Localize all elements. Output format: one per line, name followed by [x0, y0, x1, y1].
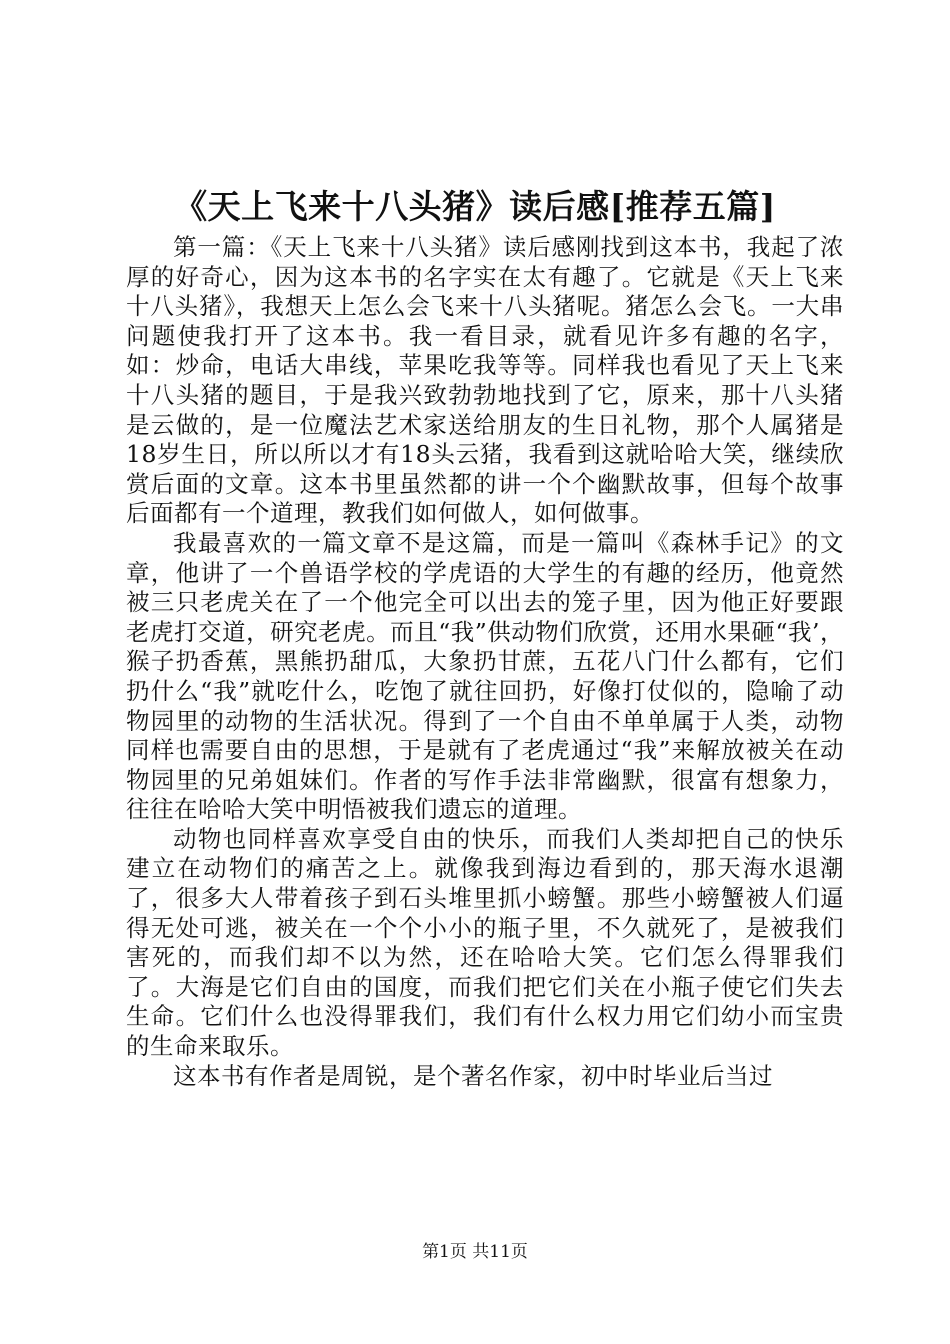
document-body [126, 233, 844, 1091]
paragraph-2: 我最喜欢的一篇文章不是这篇，而是一篇叫《森林手记》的文章，他讲了一个兽语学校的学虎语的大学生的有趣的经历，他竟然被三只老虎关在了一个他完全可以出去的笼子里，因为他正好要跟老虎打交道，研究老虎。而且“我”供动物们欣赏，还用水果砸“我’，猴子扔香蕉，黑熊扔甜瓜，大象扔甘蔗，五花八门什么都有，它们扔什么“我”就吃什么，吃饱了就往回扔，好像打仗似的，隐喻了动物园里的动物的生活状况。得到了一个自由不单单属于人类，动物同样也需要自由的思想，于是就有了老虎通过“我”来解放被关在动物园里的兄弟姐妹们。作者的写作手法非常幽默，很富有想象力，往往在哈哈大笑中明悟被我们遗忘的道理。 [126, 528, 844, 824]
paragraph-1: 第一篇：《天上飞来十八头猪》读后感刚找到这本书，我起了浓厚的好奇心，因为这本书的名字实在太有趣了。它就是《天上飞来十八头猪》，我想天上怎么会飞来十八头猪呢。猪怎么会飞。一大串问题使我打开了这本书。我一看目录，就看见许多有趣的名字，如：炒命，电话大串线，苹果吃我等等。同样我也看见了天上飞来十八头猪的题目，于是我兴致勃勃地找到了它，原来，那十八头猪是云做的，是一位魔法艺术家送给朋友的生日礼物，那个人属猪是18岁生日，所以所以才有18头云猪，我看到这就哈哈大笑，继续欣赏后面的文章。这本书里虽然都的讲一个个幽默故事，但每个故事后面都有一个道理，教我们如何做人，如何做事。 [126, 233, 844, 528]
paragraph-4: 这本书有作者是周锐，是个著名作家，初中时毕业后当过 [173, 1061, 773, 1090]
paragraph-3: 动物也同样喜欢享受自由的快乐，而我们人类却把自己的快乐建立在动物们的痛苦之上。就像我到海边看到的，那天海水退潮了，很多大人带着孩子到石头堆里抓小螃蟹。那些小螃蟹被人们逼得无处可逃，被关在一个个小小的瓶子里，不久就死了，是被我们害死的，而我们却不以为然，还在哈哈大笑。它们怎么得罪我们了。大海是它们自由的国度，而我们把它们关在小瓶子使它们失去生命。它们什么也没得罪我们，我们有什么权力用它们幼小而宝贵的生命来取乐。 [126, 824, 844, 1061]
document-title: 《天上飞来十八头猪》读后感[推荐五篇] [174, 187, 776, 226]
page-footer: 第1页 共11页 [422, 1242, 528, 1262]
